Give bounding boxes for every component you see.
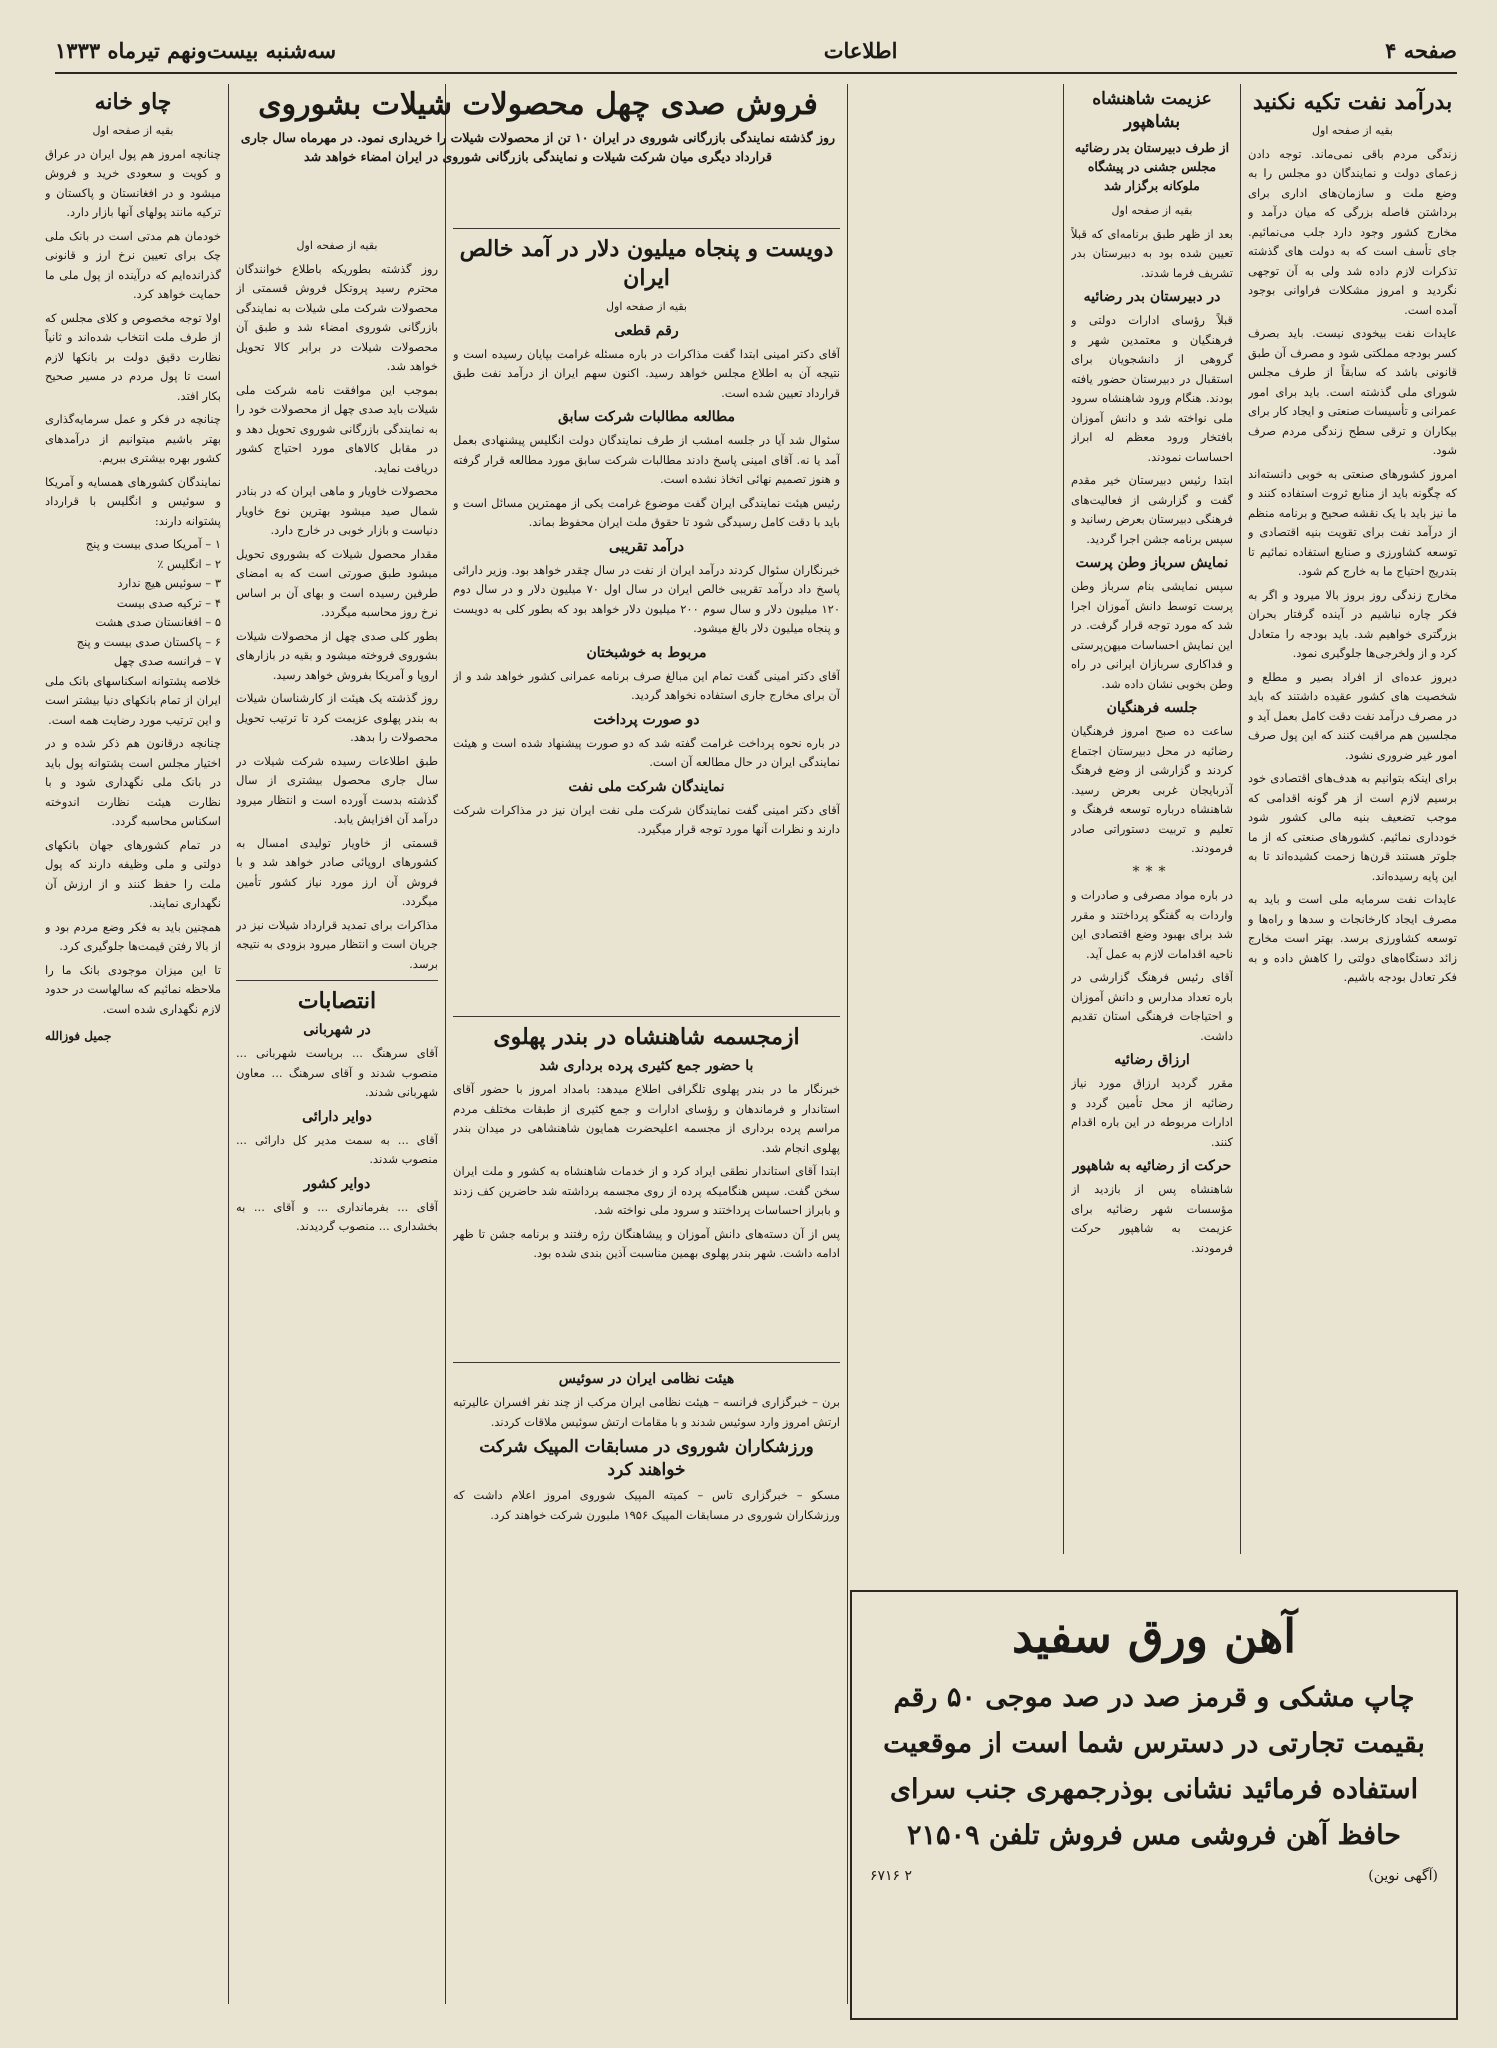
paragraph: زندگی مردم باقی نمی‌ماند. توجه دادن زعمای دولت و نمایندگان دو مجلس را به وضع ملت و سازمان‌های اداری برای برداشتن فاصله بزرگی که میان درآمد و مخارج کشور وجود دارد جلب می‌نمائیم. جای تأسف است که به دولت های گذشته تذکرات لازم داده شد ولی به آن توجهی نگردید و امروز مشکلات فراوانی بوجود آمده است. xyxy=(1248,146,1457,317)
headline: هیئت نظامی ایران در سوئیس xyxy=(558,1371,735,1387)
paragraph: آقای سرهنگ ... بریاست شهربانی ... منصوب شدند و آقای سرهنگ ... معاون شهربانی شدند. xyxy=(236,1046,438,1099)
paragraph: آقای ... به سمت مدیر کل دارائی ... منصوب شدند. xyxy=(236,1132,438,1166)
ad-footer xyxy=(870,1868,1438,1884)
paragraph: دیروز عده‌ای از افراد بصیر و مطلع و شخصیت های کشور عقیده داشتند که باید در مصرف درآمد نفت دقت کامل بعمل آید و مجلسین هم مراقبت کنند که این پول صرف امور غیر ضروری نشود. xyxy=(1248,669,1457,762)
section-heading: ارزاق رضائیه xyxy=(1114,1052,1190,1068)
subheadline: از طرف دبیرستان بدر رضائیه مجلس جشنی در پیشگاه ملوکانه برگزار شد xyxy=(1074,140,1230,193)
headline: فروش صدی چهل محصولات شیلات بشوروی xyxy=(258,87,818,122)
page-label: صفحه ۴ xyxy=(1385,37,1457,63)
ad-agency-note: (آگهی نوین) xyxy=(1368,1868,1438,1884)
paragraph: قبلاً رؤسای ادارات دولتی و فرهنگیان و معتمدین شهر و گروهی از دانشجویان برای استقبال در دبیرستان حضور یافته بودند. هنگام ورود شاهنشاه سرود ملی نواخته شد و دانش آموزان بافتخار ورود معظم له ابراز احساسات نمودند. xyxy=(1071,313,1233,464)
paragraph: پس از آن دسته‌های دانش آموزان و پیشاهنگان رژه رفتند و برنامه جشن تا ظهر ادامه داشت. شهر بندر پهلوی بهمین مناسبت آذین بندی شده بود. xyxy=(453,1226,840,1260)
paragraph: سئوال شد آیا در جلسه امشب از طرف نمایندگان دولت انگلیس پیشنهادی بعمل آمد یا نه. آقای امینی پاسخ دادند مطالبات شرکت سابق مورد مطالعه قرار گرفته و هنوز تصمیم نهائی اتخاذ نشده است. xyxy=(453,433,840,486)
headline: ورزشکاران شوروی در مسابقات المپیک شرکت خواهند کرد xyxy=(479,1437,814,1480)
section-heading: نمایش سرباز وطن پرست xyxy=(1075,555,1229,571)
paragraph: طبق اطلاعات رسیده شرکت شیلات در سال جاری محصول بیشتری از سال گذشته بدست آورده است و انتظار میرود درآمد آن افزایش یابد. xyxy=(236,753,438,826)
date-line: سه‌شنبه بیست‌ونهم تیرماه ۱۳۳۳ xyxy=(55,37,337,63)
rule xyxy=(453,228,840,229)
headline: چاو خانه xyxy=(94,89,172,115)
paragraph: آقای دکتر امینی گفت نمایندگان شرکت ملی نفت ایران نیز در مذاکرات شرکت دارند و نظرات آنها مورد توجه قرار میگیرد. xyxy=(453,802,840,836)
section-heading: حرکت از رضائیه به شاهپور xyxy=(1072,1158,1232,1174)
paper-name: اطلاعات xyxy=(823,37,898,63)
subheadline: روز گذشته نمایندگی بازرگانی شوروی در ایران ۱۰ تن از محصولات شیلات را خریداری نمود. در مهرماه سال جاری قرارداد دیگری میان شرکت شیلات و نمایندگی بازرگانی شوروی در ایران امضاء خواهد شد xyxy=(240,130,836,164)
section-heading: دوایر دارائی xyxy=(302,1108,372,1125)
ad-code: ۲ ۶۷۱۶ xyxy=(870,1868,913,1884)
author-signature: جمیل فوزالله xyxy=(45,1029,112,1043)
paragraph: در باره مواد مصرفی و صادرات و واردات به گفتگو پرداختند و مقرر شد برای بهبود وضع اقتصادی این ناحیه اقدامات لازم به عمل آید. xyxy=(1071,888,1233,961)
paragraph: بعد از ظهر طبق برنامه‌ای که قبلاً تعیین شده بود به دبیرستان بدر تشریف فرما شدند. xyxy=(1071,226,1233,280)
article-body xyxy=(453,1080,840,1268)
section-heading: درآمد تقریبی xyxy=(608,538,685,555)
list-item: ۷ – فرانسه صدی چهل xyxy=(113,654,221,668)
paragraph: خلاصه پشتوانه اسکناسهای بانک ملی ایران از تمام بانکهای دنیا بیشتر است و این ترتیب مورد رضایت همه است. xyxy=(45,673,221,727)
paragraph: مذاکرات برای تمدید قرارداد شیلات نیز در جریان است و انتظار میرود بزودی به نتیجه برسد. xyxy=(236,917,438,971)
paragraph: خبرنگار ما در بندر پهلوی تلگرافی اطلاع میدهد: بامداد امروز با حضور آقای استاندار و فرماندهان و رؤسای ادارات و جمع کثیری از طبقات مختلف مردم مراسم پرده برداری از مجسمه اعلیحضرت همایون شاهنشاهی در میدان بندر پهلوی انجام شد. xyxy=(453,1082,840,1155)
paragraph: نمایندگان کشورهای همسایه و آمریکا و سوئیس و انگلیس با قرارداد پشتوانه دارند: xyxy=(45,474,221,528)
headline: دویست و پنجاه میلیون دلار در آمد خالص ایران xyxy=(459,236,834,291)
paragraph: آقای دکتر امینی گفت تمام این مبالغ صرف برنامه عمرانی کشور خواهد شد و از آن برای مخارج جاری استفاده نخواهد گردید. xyxy=(453,668,840,702)
masthead xyxy=(55,28,1457,74)
section-heading: دوایر کشور xyxy=(303,1175,371,1192)
paragraph: آقای دکتر امینی ابتدا گفت مذاکرات در باره مسئله غرامت بپایان رسیده است و نتیجه آن به اطلاع مجلس خواهد رسید. اکنون سهم ایران از درآمد نفت طبق قرارداد تعیین شده است. xyxy=(453,346,840,400)
section-heading: دو صورت پرداخت xyxy=(593,711,700,728)
paragraph: خودمان هم مدتی است در بانک ملی چک برای تعیین نرخ ارز و قانونی گذرانده‌ایم که درآینده از پول ملی ما حمایت خواهد کرد. xyxy=(45,228,221,301)
rule xyxy=(453,1016,840,1017)
paragraph: عایدات نفت بیخودی نیست. باید بصرف کسر بودجه مملکتی شود و مصرف آن طبق قانونی باشد که سابقاً از طرف مجلس شورای ملی گذشته است. باید برای امور عمرانی و تأسیسات صنعتی و ایجاد کار برای بیکاران و ترقی سطح زندگی مردم صرف شود. xyxy=(1248,326,1457,457)
headline: عزیمت شاهنشاه بشاهپور xyxy=(1092,89,1212,132)
headline-fisheries xyxy=(236,84,840,234)
article-oil-revenue xyxy=(1248,84,1457,1490)
article-oil-income xyxy=(453,222,840,1002)
column-rule xyxy=(847,84,848,2004)
paragraph: رئیس هیئت نمایندگی ایران گفت موضوع غرامت یکی از مهمترین مسائل است و باید با دقت کامل رسیدگی شود تا حقوق ملت ایران محفوظ بماند. xyxy=(453,495,840,529)
article-fisheries-body xyxy=(236,236,438,2028)
article-statue xyxy=(453,1010,840,1350)
section-heading: در شهربانی xyxy=(303,1022,371,1038)
paragraph: مقرر گردید ارزاق مورد نیاز رضائیه از محل تأمین گردد و ادارات مربوطه در این باره اقدام کنند. xyxy=(1071,1076,1233,1149)
advertisement-white-sheet-iron xyxy=(850,1590,1458,2020)
section-heading: در دبیرستان بدر رضائیه xyxy=(1083,289,1221,305)
list-item: ۱ – آمریکا صدی بیست و پنج xyxy=(85,537,221,551)
column-rule xyxy=(228,84,229,2004)
paragraph: ابتدا رئیس دبیرستان خیر مقدم گفت و گزارشی از فعالیت‌های فرهنگی دبیرستان بعرض رسانید و سپس برنامه جشن اجرا گردید. xyxy=(1071,473,1233,546)
paragraph: شاهنشاه پس از بازدید از مؤسسات شهر رضائیه برای عزیمت به شاهپور حرکت فرمودند. xyxy=(1071,1182,1233,1255)
column-rule xyxy=(1240,84,1241,1554)
paragraph: امروز کشورهای صنعتی به خوبی دانسته‌اند که چگونه باید از منابع ثروت استفاده کنند و ما نیز باید با یک نقشه صحیح و برنامه منظم از درآمد نفت برای تقویت بنیه اقتصادی و توسعه کشاورزی و صنایع استفاده نمائیم تا بتدریج احتیاج ما به خارج کم شود. xyxy=(1248,466,1457,578)
paragraph: عایدات نفت سرمایه ملی است و باید به مصرف ایجاد کارخانجات و سدها و راه‌ها و توسعه کشاورزی برسد. بهتر است مخارج زائد دستگاه‌های دولتی را کاهش داده و به فکر تعادل بودجه باشیم. xyxy=(1248,892,1457,984)
paragraph: روز گذشته بطوریکه باطلاع خوانندگان محترم رسید پروتکل فروش قسمتی از محصولات شرکت ملی شیلات به نمایندگی بازرگانی شوروی امضاء شد و طبق آن محصولات شیلات در برابر کالا تحویل خواهد شد. xyxy=(236,261,438,373)
paragraph: مسکو – خبرگزاری تاس – کمیته المپیک شوروی امروز اعلام داشت که ورزشکاران شوروی در مسابقات المپیک ۱۹۵۶ ملبورن شرکت خواهند کرد. xyxy=(453,1488,840,1522)
ad-line: استفاده فرمائید نشانی بوذرجمهری جنب سرای xyxy=(889,1774,1419,1805)
separator-stars: *** xyxy=(1132,863,1172,880)
paragraph: چنانچه درقانون هم ذکر شده و در اختیار مجلس است پشتوانه پول باید در بانک ملی نگهداری شود و با نظارت هیئت نظارت اندوخته اسکناس محاسبه گردد. xyxy=(45,736,221,828)
paragraph: مقدار محصول شیلات که بشوروی تحویل میشود طبق صورتی است که به امضای طرفین رسیده است و بهای آن بر اساس نرخ روز محاسبه میگردد. xyxy=(236,546,438,619)
continued-note: بقیه از صفحه اول xyxy=(296,239,378,252)
paragraph: آقای رئیس فرهنگ گزارشی در باره تعداد مدارس و دانش آموزان و احتیاجات فرهنگی استان تقدیم داشت. xyxy=(1071,970,1233,1043)
reserve-list xyxy=(45,535,221,672)
paragraph: سپس نمایشی بنام سرباز وطن پرست توسط دانش آموزان اجرا شد که مورد توجه قرار گرفت. در این نمایش احساسات میهن‌پرستی و فداکاری سربازان ایرانی در راه وطن بخوبی نشان داده شد. xyxy=(1071,579,1233,691)
paragraph: آقای ... بفرمانداری ... و آقای ... به بخشداری ... منصوب گردیدند. xyxy=(236,1199,438,1233)
paragraph: اولا توجه مخصوص و کلای مجلس که از طرف ملت انتخاب شده‌اند و ثانیاً نظارت دقیق دولت بر بانکها لازم است تا پول مردم در مسیر صحیح بکار افتد. xyxy=(45,310,221,403)
list-item: ۲ – انگلیس ٪ xyxy=(157,556,221,571)
paragraph: قسمتی از خاویار تولیدی امسال به کشورهای اروپائی صادر خواهد شد و با فروش آن ارز مورد نیاز کشور تأمین میگردد. xyxy=(236,835,438,908)
section-heading: رقم قطعی xyxy=(614,322,679,339)
headline: بدرآمد نفت تکیه نکنید xyxy=(1252,89,1453,115)
continued-note: بقیه از صفحه اول xyxy=(606,300,687,313)
section-heading: مربوط به خوشبختان xyxy=(586,644,707,661)
ad-line: بقیمت تجارتی در دسترس شما است از موقعیت xyxy=(883,1728,1425,1759)
paragraph: ابتدا آقای استاندار نطقی ایراد کرد و از خدمات شاهنشاه به کشور و ملت ایران سخن گفت. سپس هنگامیکه پرده از روی مجسمه برداشته شد حاضرین کف زدند و بابراز احساسات پرداختند و سرود ملی نواخته شد. xyxy=(453,1164,840,1217)
ad-line: حافظ آهن فروشی مس فروش تلفن ۲۱۵۰۹ xyxy=(907,1820,1401,1851)
ad-line: چاپ مشکی و قرمز صد در صد موجی ۵۰ رقم xyxy=(893,1682,1415,1713)
list-item: ۶ – پاکستان صدی بیست و پنج xyxy=(76,634,221,649)
list-item: ۴ – ترکیه صدی بیست xyxy=(116,595,221,610)
paragraph: تا این میزان موجودی بانک ما را ملاحظه نمائیم که سالهاست در حدود لازم نگهداری شده است. xyxy=(45,962,221,1016)
paragraph: خبرنگاران سئوال کردند درآمد ایران از نفت در سال چقدر خواهد بود. وزیر دارائی پاسخ داد درآمد تقریبی خالص ایران در سال اول ۷۰ میلیون دلار و در سال دوم ۱۲۰ میلیون دلار و سال سوم ۲۰۰ میلیون دلار خواهد بود که بطور کلی به دویست و پنجاه میلیون دلار بالغ میشود. xyxy=(453,562,840,635)
column-rule xyxy=(445,84,446,2004)
paragraph: ساعت ده صبح امروز فرهنگیان رضائیه در محل دبیرستان اجتماع کردند و گزارشی از وضع فرهنگ آذربایجان غربی بعرض رسید. شاهنشاه درباره توسعه فرهنگ و تعلیم و تربیت دستوراتی صادر فرمودند. xyxy=(1071,724,1233,855)
paragraph: محصولات خاویار و ماهی ایران که در بنادر شمال صید میشود بهترین نوع خاویار دنیاست و بازار خوبی در خارج دارد. xyxy=(236,484,438,537)
continued-note: بقیه از صفحه اول xyxy=(1111,204,1193,217)
rule xyxy=(453,1362,840,1363)
section-heading: انتصابات xyxy=(297,988,377,1014)
paragraph: برای اینکه بتوانیم به هدف‌های اقتصادی خود برسیم لازم است از هر گونه اقدامی که موجب تضعیف بنیه مالی کشور شود خودداری نمائیم. کشورهای صنعتی که از ما جلوتر هستند قرن‌ها زحمت کشیده‌اند تا به این پایه رسیده‌اند. xyxy=(1248,771,1457,883)
headline: ازمجسمه شاهنشاه در بندر پهلوی xyxy=(493,1024,800,1050)
section-heading: جلسه فرهنگیان xyxy=(1106,700,1198,716)
paragraph: چنانچه در فکر و عمل سرمایه‌گذاری بهتر باشیم میتوانیم از درآمدهای کشور بهره بیشتری ببریم. xyxy=(45,412,221,465)
list-item: ۳ – سوئیس هیچ ندارد xyxy=(117,576,221,590)
paragraph: بطور کلی صدی چهل از محصولات شیلات بشوروی فروخته میشود و بقیه در بازارهای اروپا و آمریکا بفروش خواهد رسید. xyxy=(236,628,438,682)
continued-note: بقیه از صفحه اول xyxy=(92,124,174,137)
paragraph: چنانچه امروز هم پول ایران در عراق و کویت و سعودی خرید و فروش میشود و در افغانستان و پاکستان و ترکیه مانند پولهای آنها بازار دارد. xyxy=(45,146,221,219)
paragraph: در باره نحوه پرداخت غرامت گفته شد که دو صورت پیشنهاد شده است و هیئت نمایندگی ایران در حال مطالعه آن است. xyxy=(453,735,840,769)
list-item: ۵ – افغانستان صدی هشت xyxy=(95,615,221,629)
paragraph: در تمام کشورهای جهان بانکهای دولتی و ملی وظیفه دارند که پول ملت را حفظ کنند و از ارزش آن نگهداری نمایند. xyxy=(45,837,221,910)
paragraph: همچنین باید به فکر وضع مردم بود و از بالا رفتن قیمت‌ها جلوگیری کرد. xyxy=(45,919,221,953)
continued-note: بقیه از صفحه اول xyxy=(1312,124,1393,137)
subheadline: با حضور جمع کثیری پرده برداری شد xyxy=(539,1058,754,1074)
article-briefs xyxy=(453,1356,840,1526)
paragraph: روز گذشته یک هیئت از کارشناسان شیلات به بندر پهلوی عزیمت کرد تا ترتیب تحویل محصولات را بدهد. xyxy=(236,691,438,744)
article-king-shahpour xyxy=(1071,84,1233,1490)
section-heading: نمایندگان شرکت ملی نفت xyxy=(568,778,725,795)
paragraph: بموجب این موافقت نامه شرکت ملی شیلات باید صدی چهل از محصولات خود را به نمایندگی بازرگانی شوروی تحویل دهد و در مقابل کالاهای مورد احتیاج کشور دریافت نماید. xyxy=(236,382,438,475)
column-rule xyxy=(1063,84,1064,1554)
paragraph: برن – خبرگزاری فرانسه – هیئت نظامی ایران مرکب از چند نفر افسران عالیرتبه ارتش امروز وارد سوئیس شدند و با مقامات ارتش سوئیس ملاقات کردند. xyxy=(453,1395,840,1429)
rule xyxy=(236,980,438,981)
article-tea-house xyxy=(45,84,221,2028)
ad-title: آهن ورق سفید xyxy=(1011,1609,1297,1663)
section-heading: مطالعه مطالبات شرکت سابق xyxy=(557,409,736,425)
paragraph: مخارج زندگی روز بروز بالا میرود و اگر به فکر چاره نباشیم در آینده گرفتار بحران بزرگتری خواهیم شد. باید بودجه را متعادل کرد و از ولخرجی‌ها جلوگیری نمود. xyxy=(1248,587,1457,660)
